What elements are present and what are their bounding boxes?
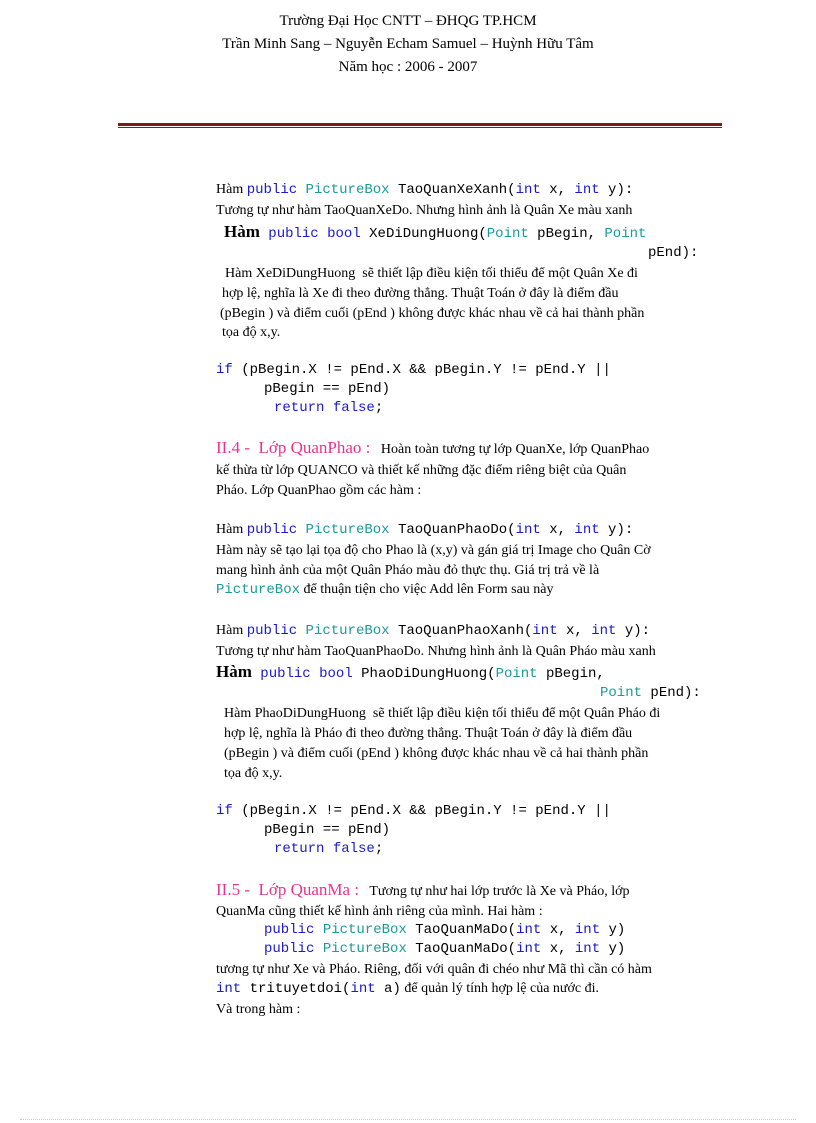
func-tao-quan-xe-xanh: Hàm public PictureBox TaoQuanXeXanh(int x, int y): [216,182,634,198]
desc-phao-do-line1: Hàm này sẽ tạo lại tọa độ cho Phao là (x,y) và gán giá trị Image cho Quân Cờ [216,543,651,558]
code-return-line: return false; [274,400,384,416]
func-xe-di-dung-huong: Hàm public bool XeDiDungHuong(Point pBegin, Point [224,222,647,242]
func-phao-di-dung-huong-cont: Point pEnd): [600,685,701,701]
section-quan-phao-line2: kế thừa từ lớp QUANCO và thiết kế những đặc điểm riêng biệt của Quân [216,463,627,478]
func-tao-quan-phao-do: Hàm public PictureBox TaoQuanPhaoDo(int x, int y): [216,522,634,538]
func-tao-quan-ma-do-2: public PictureBox TaoQuanMaDo(int x, int y) [264,941,626,957]
func-tao-quan-ma-do-1: public PictureBox TaoQuanMaDo(int x, int y) [264,922,626,938]
code-condition-line: pBegin == pEnd) [264,381,391,397]
desc-phao-line3: (pBegin ) và điểm cuối (pEnd ) không được khác nhau về cả hai thành phần [224,746,649,761]
code-if-line: if (pBegin.X != pEnd.X && pBegin.Y != pEnd.Y || [216,362,611,378]
section-quan-ma-line2: QuanMa cũng thiết kế hình ảnh riêng của mình. Hai hàm : [216,904,543,919]
func-tao-quan-phao-xanh: Hàm public PictureBox TaoQuanPhaoXanh(int x, int y): [216,623,651,639]
desc-xe-line2: hợp lệ, nghĩa là Xe đi theo đường thẳng. Thuật Toán ở đây là điểm đầu [222,286,619,301]
desc-phao-line2: hợp lệ, nghĩa là Pháo đi theo đường thẳng. Thuật Toán ở đây là điểm đầu [224,726,633,741]
header-rule [118,123,722,126]
desc-xe-line4: tọa độ x,y. [222,325,281,340]
desc-phao-do-line2: mang hình ảnh của một Quân Pháo màu đỏ thực thụ. Giá trị trả về là [216,563,600,578]
section-quan-ma-line5: tương tự như Xe và Pháo. Riêng, đối với quân đi chéo như Mã thì cần có hàm [216,962,652,977]
desc-xe-line3: (pBegin ) và điểm cuối (pEnd ) không được khác nhau về cả hai thành phần [220,306,645,321]
code2-return-line: return false; [274,841,384,857]
section-quan-phao-line3: Pháo. Lớp QuanPhao gồm các hàm : [216,483,422,498]
section-quan-ma-line7: Và trong hàm : [216,1002,301,1017]
func-trituyetdoi-line: int trituyetdoi(int a) để quản lý tính hợp lệ của nước đi. [216,981,600,997]
header-school: Trường Đại Học CNTT – ĐHQG TP.HCM [279,13,537,29]
header-year: Năm học : 2006 - 2007 [338,59,478,75]
page-bottom-border [20,1119,796,1120]
section-quan-phao-heading-line: II.4 - Lớp QuanPhao : Hoàn toàn tương tự lớp QuanXe, lớp QuanPhao [216,438,650,457]
desc-tao-quan-phao-xanh: Tương tự như hàm TaoQuanPhaoDo. Nhưng hình ảnh là Quân Pháo màu xanh [216,644,656,659]
func-phao-di-dung-huong: Hàm public bool PhaoDiDungHuong(Point pBegin, [216,662,605,682]
func-xe-di-dung-huong-cont: pEnd): [648,245,699,261]
code2-if-line: if (pBegin.X != pEnd.X && pBegin.Y != pEnd.Y || [216,803,611,819]
desc-xe-line1: Hàm XeDiDungHuong sẽ thiết lập điều kiện tối thiểu để một Quân Xe đi [225,266,638,281]
code2-condition-line: pBegin == pEnd) [264,822,391,838]
desc-phao-line4: tọa độ x,y. [224,766,283,781]
header-rule-thin [118,127,722,128]
section-quan-ma-heading: II.5 - Lớp QuanMa : [216,880,360,899]
desc-phao-line1: Hàm PhaoDiDungHuong sẽ thiết lập điều kiện tối thiểu để một Quân Pháo đi [224,706,661,721]
section-quan-ma-heading-line: II.5 - Lớp QuanMa : Tương tự như hai lớp trước là Xe và Pháo, lớp [216,880,630,899]
desc-phao-do-line3: PictureBox để thuận tiện cho việc Add lên Form sau này [216,582,554,598]
header-authors: Trần Minh Sang – Nguyễn Echam Samuel – Huỳnh Hữu Tâm [222,36,594,52]
desc-tao-quan-xe-xanh: Tương tự như hàm TaoQuanXeDo. Nhưng hình ảnh là Quân Xe màu xanh [216,203,633,218]
section-quan-phao-heading: II.4 - Lớp QuanPhao : [216,438,371,457]
